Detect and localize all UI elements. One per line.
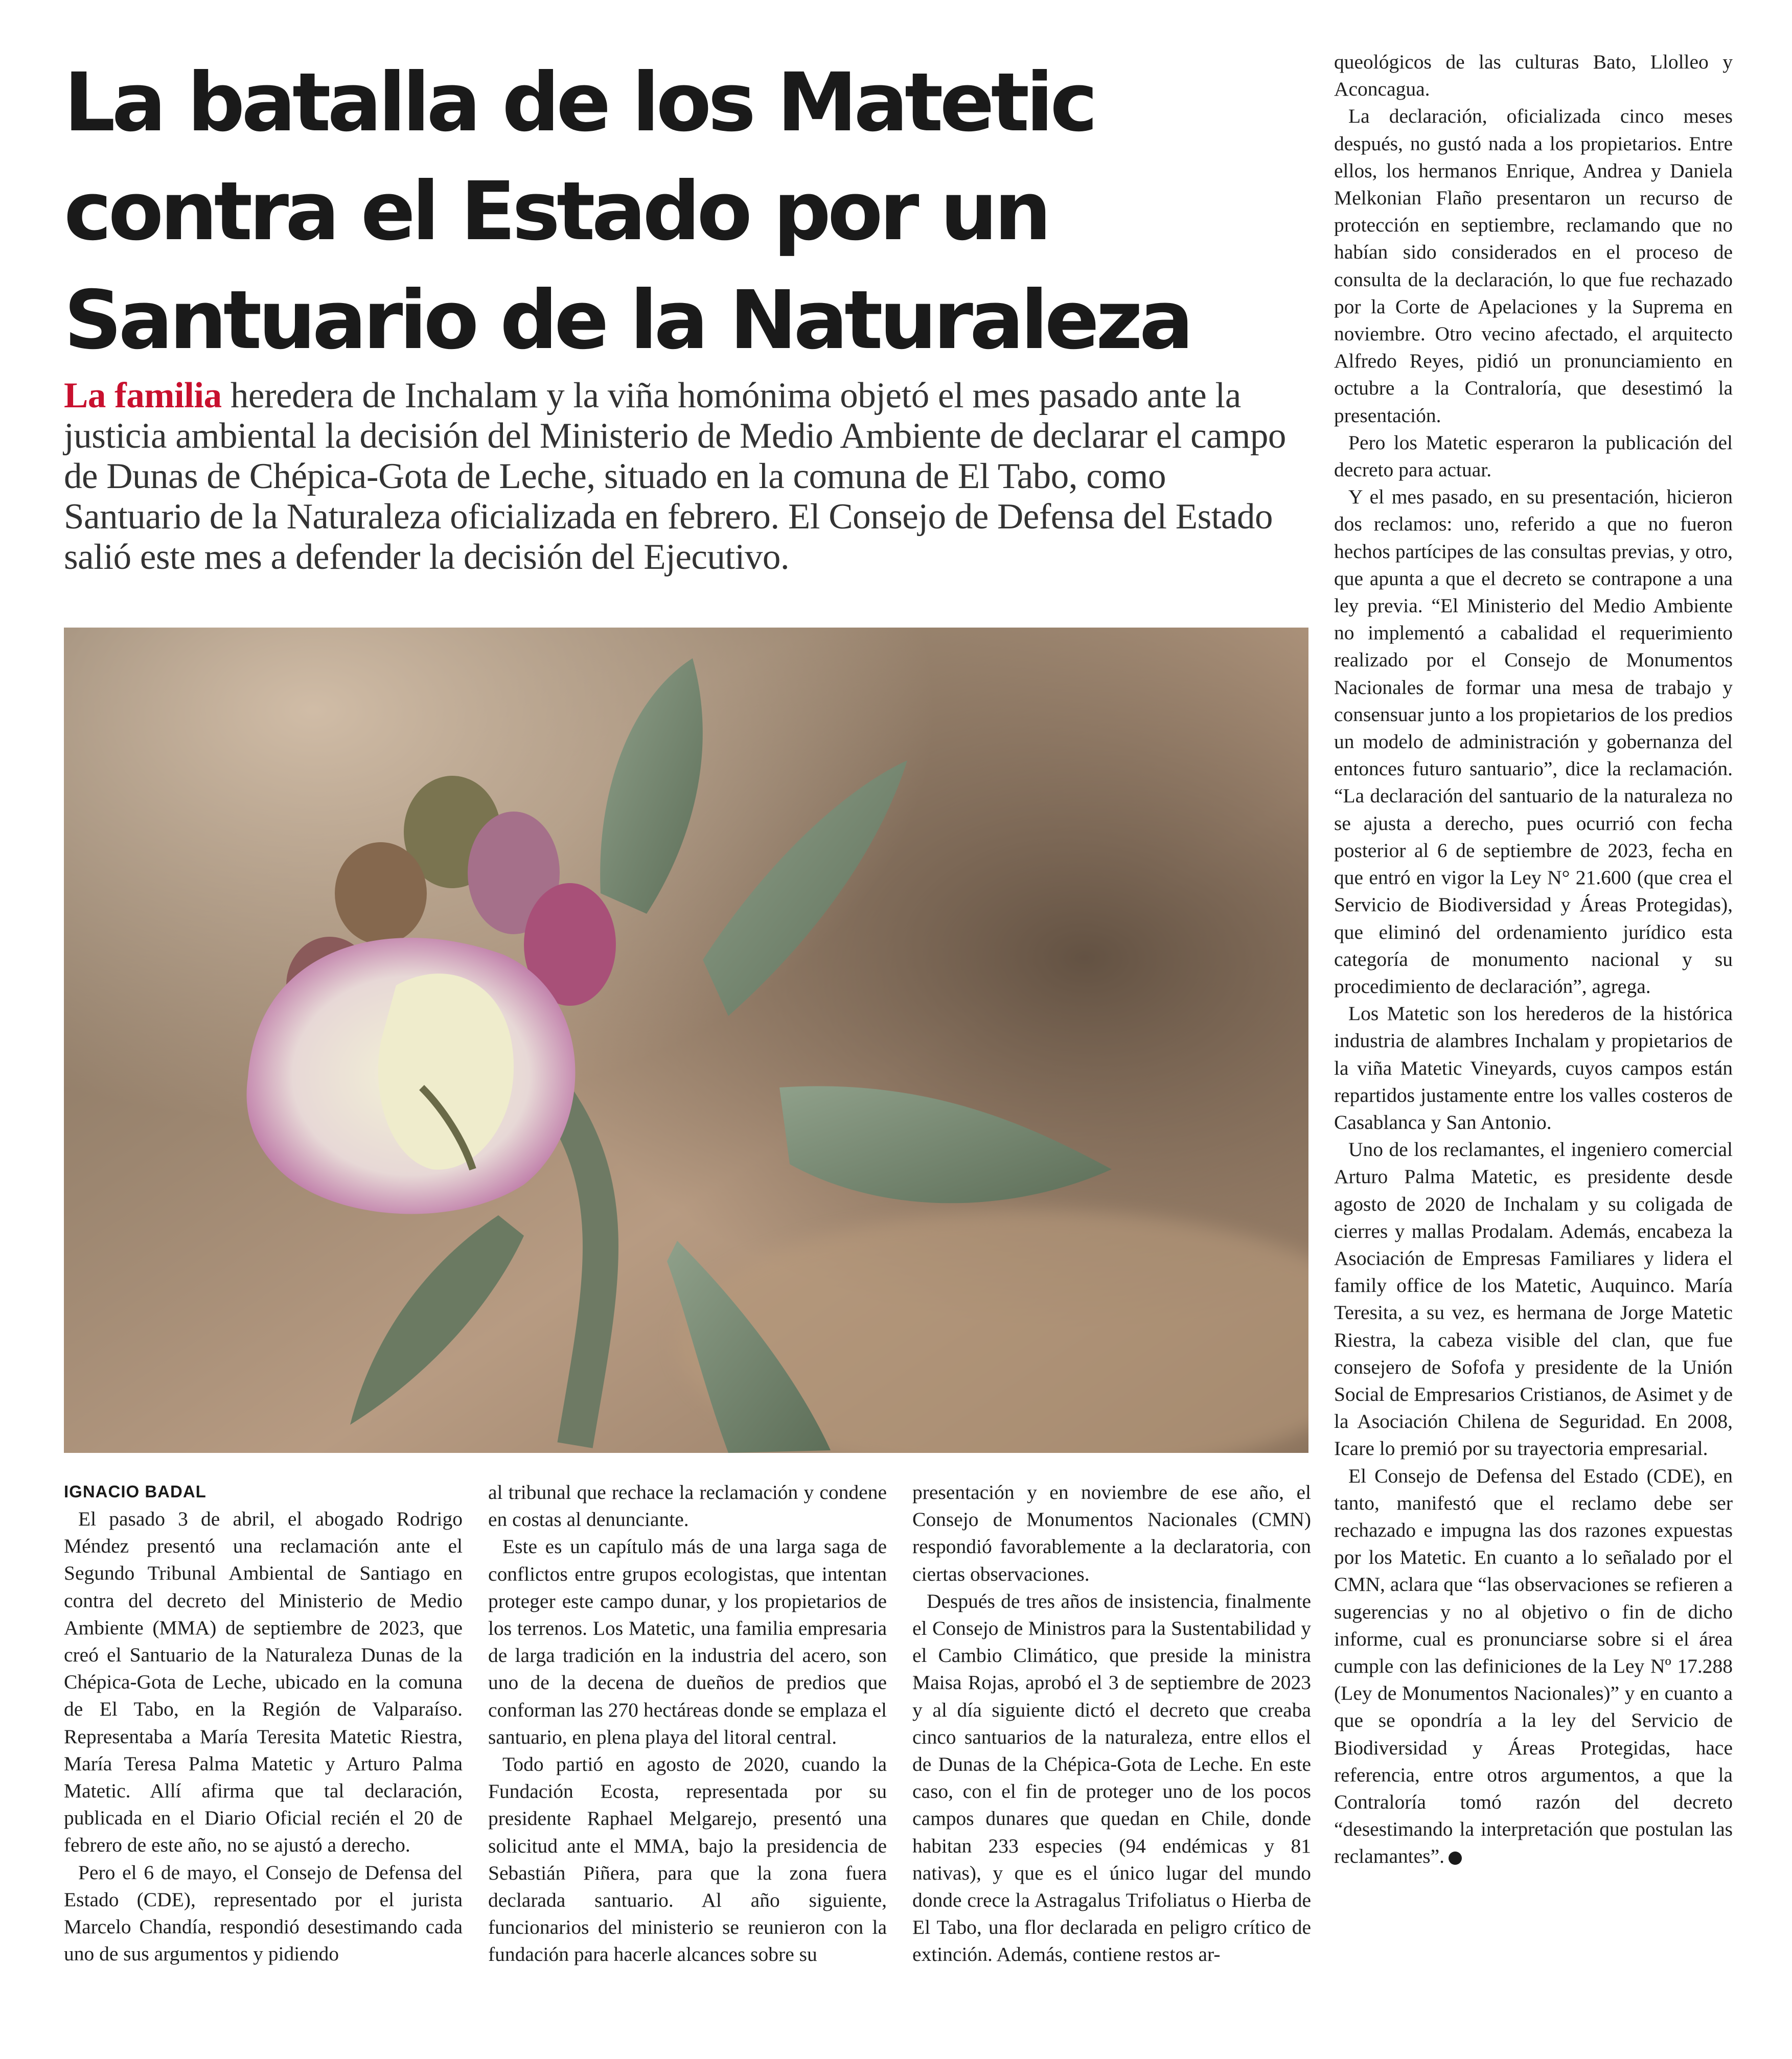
body-column-4 [1334,49,1733,1870]
body-paragraph: Pero los Matetic esperaron la publicación del decreto para actuar. [1334,431,1733,481]
byline: IGNACIO BADAL [64,1482,206,1501]
body-paragraph: Los Matetic son los herederos de la histórica industria de alambres Inchalam y propietarios de la viña Matetic Vineyards, cuyos campos están repartidos justamente entre los valles costeros de Casablanca y San Antonio. [1334,1002,1733,1133]
body-column-1 [64,1506,463,1968]
body-column-2 [488,1479,887,1969]
end-mark-icon: P [1449,1852,1462,1865]
body-paragraph: Después de tres años de insistencia, finalmente el Consejo de Ministros para la Sustentabilidad y el Cambio Climático, que preside la ministra Maisa Rojas, aprobó el 3 de septiembre de 2023 y al día siguiente dictó el decreto que creaba cinco santuarios de la naturaleza, entre ellos el de Dunas de la Chépica-Gota de Leche. En este caso, con el fin de proteger uno de los pocos campos dunares que quedan en Chile, donde habitan 233 especies (94 endémicas y 81 nativas), y que es el único lugar del mundo donde crece la Astragalus Trifoliatus o Hierba de El Tabo, una flor declarada en peligro crítico de extinción. Además, contiene restos ar- [912,1589,1311,1966]
lead-paragraph [64,376,1301,577]
body-column-3 [912,1479,1311,1969]
lead-text: heredera de Inchalam y la viña homónima objetó el mes pasado ante la justicia ambiental la decisión del Ministerio de Medio Ambiente de declarar el campo de Dunas de Chépica-Gota de Leche, situado en la comuna de El Tabo, como Santuario de la Naturaleza oficializada en febrero. El Consejo de Defensa del Estado salió este mes a defender la decisión del Ejecutivo. [64,376,1286,577]
body-paragraph: Pero el 6 de mayo, el Consejo de Defensa del Estado (CDE), representado por el jurista Marcelo Chandía, respondió desestimando cada uno de sus argumentos y pidiendo [64,1861,463,1965]
lead-kicker: La familia [64,376,222,415]
body-paragraph: Y el mes pasado, en su presentación, hicieron dos reclamos: uno, referido a que no fueron hechos partícipes de las consultas previas, y otro, que apunta a que el decreto se contrapone a una ley previa. “El Ministerio del Medio Ambiente no implementó a cabalidad el requerimiento realizado por el Consejo de Monumentos Nacionales de formar una mesa de trabajo y consensuar junto a los propietarios de los predios un modelo de administración y gobernanza del entonces futuro santuario”, dice la reclamación. “La declaración del santuario de la naturaleza no se ajusta a derecho, pues ocurrió con fecha posterior al 6 de septiembre de 2023, fecha en que entró en vigor la Ley N° 21.600 (que crea el Servicio de Biodiversidad y Áreas Protegidas), que eliminó del ordenamiento jurídico esta categoría de monumento nacional y su procedimiento de declaración”, agrega. [1334,485,1733,998]
body-paragraph: El pasado 3 de abril, el abogado Rodrigo Méndez presentó una reclamación ante el Segundo Tribunal Ambiental de Santiago en contra del decreto del Ministerio de Medio Ambiente (MMA) de septiembre de 2023, que creó el Santuario de la Naturaleza Dunas de la Chépica-Gota de Leche, ubicado en la comuna de El Tabo, en la Región de Valparaíso. Representaba a María Teresita Matetic Riestra, María Teresa Palma Matetic y Arturo Palma Matetic. Allí afirma que tal declaración, publicada en el Diario Oficial recién el 20 de febrero de este año, no se ajustó a derecho. [64,1508,463,1857]
body-paragraph: Todo partió en agosto de 2020, cuando la Fundación Ecosta, representada por su presidente Raphael Melgarejo, presentó una solicitud ante el MMA, bajo la presidencia de Sebastián Piñera, para que la zona fuera declarada santuario. Al año siguiente, funcionarios del ministerio se reunieron con la fundación para hacerle alcances sobre su [488,1753,887,1966]
flower-photo [64,628,1308,1453]
body-paragraph: al tribunal que rechace la reclamación y condene en costas al denunciante. [488,1481,887,1531]
body-paragraph-text: El Consejo de Defensa del Estado (CDE), en tanto, manifestó que el reclamo debe ser rechazado e impugna las dos razones expuestas por los Matetic. En cuanto a lo señalado por el CMN, aclara que “las observaciones se refieren a sugerencias y no al objetivo o fin de dicho informe, cual es pronunciarse sobre si el área cumple con las definiciones de la Ley Nº 17.288 (Ley de Monumentos Nacionales)” y en cuanto a que se opondría a la ley del Servicio de Biodiversidad y Áreas Protegidas, hace referencia, entre otros argumentos, a que la Contraloría tomó razón del decreto “desestimando la interpretación que postulan las reclamantes”. [1334,1464,1733,1868]
body-paragraph: Uno de los reclamantes, el ingeniero comercial Arturo Palma Matetic, es presidente desde agosto de 2020 de Inchalam y su coligada de cierres y mallas Prodalam. Además, encabeza la Asociación de Empresas Familiares y lidera el family office de los Matetic, Auquinco. María Teresita, a su vez, es hermana de Jorge Matetic Riestra, la cabeza visible del clan, que fue consejero de Sofofa y presidente de la Unión Social de Empresarios Cristianos, de Asimet y de la Asociación Chilena de Seguridad. En 2008, Icare lo premió por su trayectoria empresarial. [1334,1138,1733,1460]
headline: La batalla de los Matetic contra el Estado por un Santuario de la Naturaleza [64,56,1190,367]
body-paragraph: La declaración, oficializada cinco meses después, no gustó nada a los propietarios. Entre ellos, los hermanos Enrique, Andrea y Daniela Melkonian Flaño presentaron un recurso de protección en septiembre, reclamando que no habían sido considerados en el proceso de consulta de la declaración, lo que fue rechazado por la Corte de Apelaciones y la Suprema en noviembre. Otro vecino afectado, el arquitecto Alfredo Reyes, pidió un pronunciamiento en octubre a la Contraloría, que desestimó la presentación. [1334,105,1733,427]
body-paragraph: Este es un capítulo más de una larga saga de conflictos entre grupos ecologistas, que intentan proteger este campo dunar, y los propietarios de los terrenos. Los Matetic, una familia empresaria de larga tradición en la industria del acero, son uno de la decena de dueños de predios que conforman las 270 hectáreas donde se emplaza el santuario, en plena playa del litoral central. [488,1535,887,1748]
body-paragraph: queológicos de las culturas Bato, Llolleo y Aconcagua. [1334,51,1733,101]
body-paragraph-last [1334,1463,1733,1870]
body-paragraph: presentación y en noviembre de ese año, el Consejo de Monumentos Nacionales (CMN) respondió favorablemente a la declaratoria, con ciertas observaciones. [912,1481,1311,1585]
